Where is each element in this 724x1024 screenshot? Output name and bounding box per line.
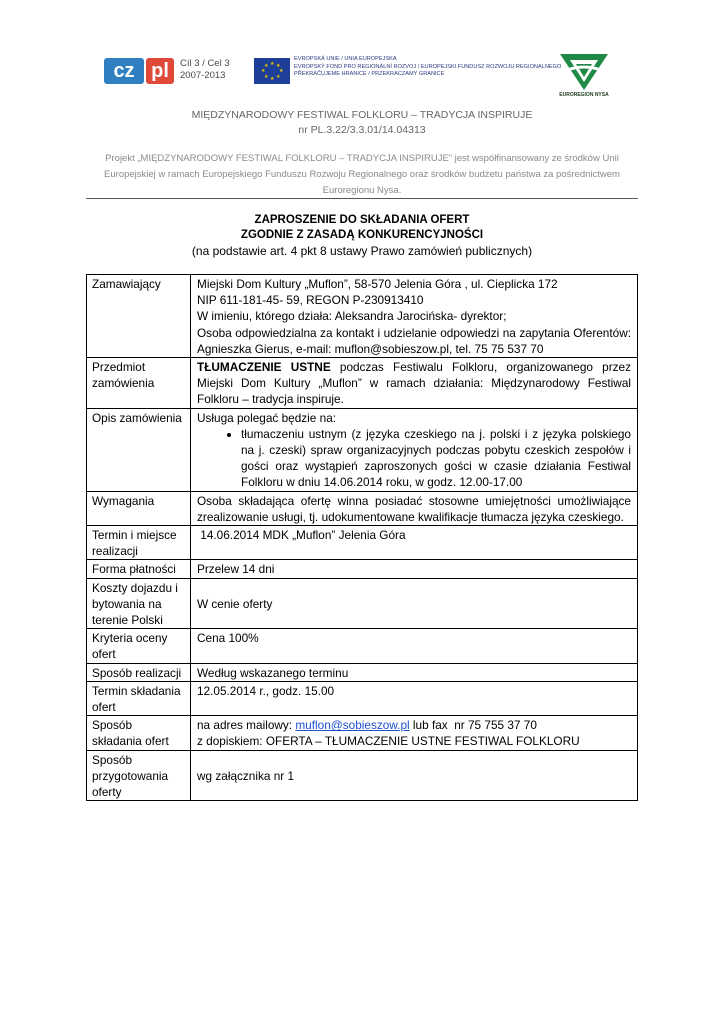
czpl-logo-caption — [180, 58, 240, 82]
fax-text: lub fax nr 75 755 37 70 — [409, 718, 537, 733]
sposob-skladania-line2: z dopiskiem: OFERTA – TŁUMACZENIE USTNE FESTIWAL FOLKLORU — [197, 734, 580, 749]
row-value — [191, 716, 638, 750]
czpl-logo-cz: cz — [104, 58, 144, 84]
row-label: Termin i miejsce realizacji — [87, 526, 191, 560]
eu-flag-icon: ★ ★ ★ ★ ★ ★ ★ ★ — [254, 58, 290, 84]
row-label: Przedmiot zamówienia — [87, 358, 191, 409]
table-row — [87, 681, 638, 715]
row-value: wg załącznika nr 1 — [191, 750, 638, 801]
table-row — [87, 663, 638, 681]
logo-bar — [0, 48, 724, 104]
row-label: Termin składania ofert — [87, 681, 191, 715]
list-item: • tłumaczeniu ustnym (z języka czeskiego na j. polski i z języka polskiego na j. czeski) spraw organizacyjnych podczas pobytu czeskich zespołów i gości oraz wystąpień zaproszonych gości w czasie działania Festiwal Folkloru w dniu 14.06.2014 roku, w godz. 12.00-17.00 — [241, 426, 631, 491]
eu-logo-line3: PŘEKRAČUJEME HRANICE / PRZEKRACZAMY GRANICE — [294, 71, 445, 77]
row-label: Forma płatności — [87, 560, 191, 578]
row-label: Sposób składania ofert — [87, 716, 191, 750]
table-row — [87, 491, 638, 525]
legal-basis: (na podstawie art. 4 pkt 8 ustawy Prawo zamówień publicznych) — [191, 244, 533, 258]
euroregion-nysa-emblem-icon — [556, 50, 612, 92]
project-number-line: nr PL.3.22/3.3.01/14.04313 — [298, 124, 426, 136]
row-label: Kryteria oceny ofert — [87, 629, 191, 663]
eu-logo-line2: EVROPSKÝ FOND PRO REGIONÁLNÍ ROZVOJ / EUROPEJSKI FUNDUSZ ROZWOJU REGIONALNEGO — [294, 63, 562, 70]
table-row — [87, 408, 638, 491]
czpl-logo-line1: Cíl 3 / Cel 3 — [180, 58, 230, 69]
row-label: Sposób realizacji — [87, 663, 191, 681]
table-row — [87, 275, 638, 358]
zamawiajacy-nip: NIP 611-181-45- 59, REGON P-230913410 — [197, 293, 424, 308]
row-value: 12.05.2014 r., godz. 15.00 — [191, 681, 638, 715]
sposob-skladania-line1 — [197, 717, 631, 733]
row-label: Zamawiający — [87, 275, 191, 358]
row-label: Koszty dojazdu i bytowania na terenie Polski — [87, 578, 191, 629]
row-value — [191, 408, 638, 491]
czpl-logo-pl: pl — [146, 58, 174, 84]
cofinancing-note: Projekt „MIĘDZYNARODOWY FESTIWAL FOLKLORU – TRADYCJA INSPIRUJE” jest współfinansowany ze środków Unii Europejskiej w ramach Europejskiego Funduszu Rozwoju Regionalnego oraz środków budżetu państwa za pośrednictwem Euroregionu Nysa. — [104, 153, 620, 196]
zamawiajacy-address: Miejski Dom Kultury „Muflon”, 58-570 Jelenia Góra , ul. Cieplicka 172 — [197, 277, 558, 291]
row-value: Przelew 14 dni — [191, 560, 638, 578]
zamawiajacy-contact: Osoba odpowiedzialna za kontakt i udzielanie odpowiedzi na zapytania Oferentów: Agnieszka Gierus, e-mail: muflon@sobieszow.pl, tel. 75 75 537 70 — [197, 325, 631, 356]
eu-logo-line1: EVROPSKÁ UNIE / UNIA EUROPEJSKA — [294, 56, 397, 62]
table-row — [87, 716, 638, 750]
czpl-logo-line2: 2007-2013 — [180, 70, 226, 81]
opis-intro: Usługa polegać będzie na: — [197, 410, 337, 425]
euroregion-nysa-logo — [556, 50, 612, 100]
row-value: Według wskazanego terminu — [191, 663, 638, 681]
row-value: 14.06.2014 MDK „Muflon” Jelenia Góra — [191, 526, 638, 560]
row-value — [191, 358, 638, 409]
euroregion-nysa-label: EUROREGION NYSA — [559, 92, 609, 98]
eu-logo-text — [294, 56, 561, 79]
row-value: W cenie oferty — [191, 578, 638, 629]
table-row — [87, 560, 638, 578]
table-row — [87, 358, 638, 409]
header-divider — [86, 198, 638, 199]
table-row — [87, 750, 638, 801]
document-title: ZAPROSZENIE DO SKŁADANIA OFERT — [254, 214, 470, 226]
table-row — [87, 578, 638, 629]
row-label: Sposób przygotowania oferty — [87, 750, 191, 801]
document-subtitle: ZGODNIE Z ZASADĄ KONKURENCYJNOŚCI — [240, 229, 484, 241]
festival-title-line: MIĘDZYNARODOWY FESTIWAL FOLKLORU – TRADYCJA INSPIRUJE — [191, 109, 533, 121]
row-value: Cena 100% — [191, 629, 638, 663]
przedmiot-bold: TŁUMACZENIE USTNE — [197, 360, 331, 375]
email-link[interactable]: muflon@sobieszow.pl — [295, 718, 410, 733]
opis-list — [197, 426, 631, 491]
table-row — [87, 629, 638, 663]
row-label: Opis zamówienia — [87, 408, 191, 491]
zamawiajacy-director: W imieniu, którego działa: Aleksandra Jarocińska- dyrektor; — [197, 309, 507, 324]
row-value — [191, 275, 638, 358]
offer-table — [86, 274, 638, 801]
row-value: Osoba składająca ofertę winna posiadać stosowne umiejętności umożliwiające zrealizowanie usługi, tj. udokumentowane kwalifikacje tłumacza języka czeskiego. — [191, 491, 638, 525]
row-label: Wymagania — [87, 491, 191, 525]
email-prefix: na adres mailowy: — [197, 718, 296, 733]
przedmiot-text: podczas Festiwalu Folkloru, organizowanego przez Miejski Dom Kultury „Muflon” w ramach działania: Międzynarodowy Festiwal Folkloru – tradycja inspiruje. — [197, 360, 632, 407]
table-row — [87, 526, 638, 560]
